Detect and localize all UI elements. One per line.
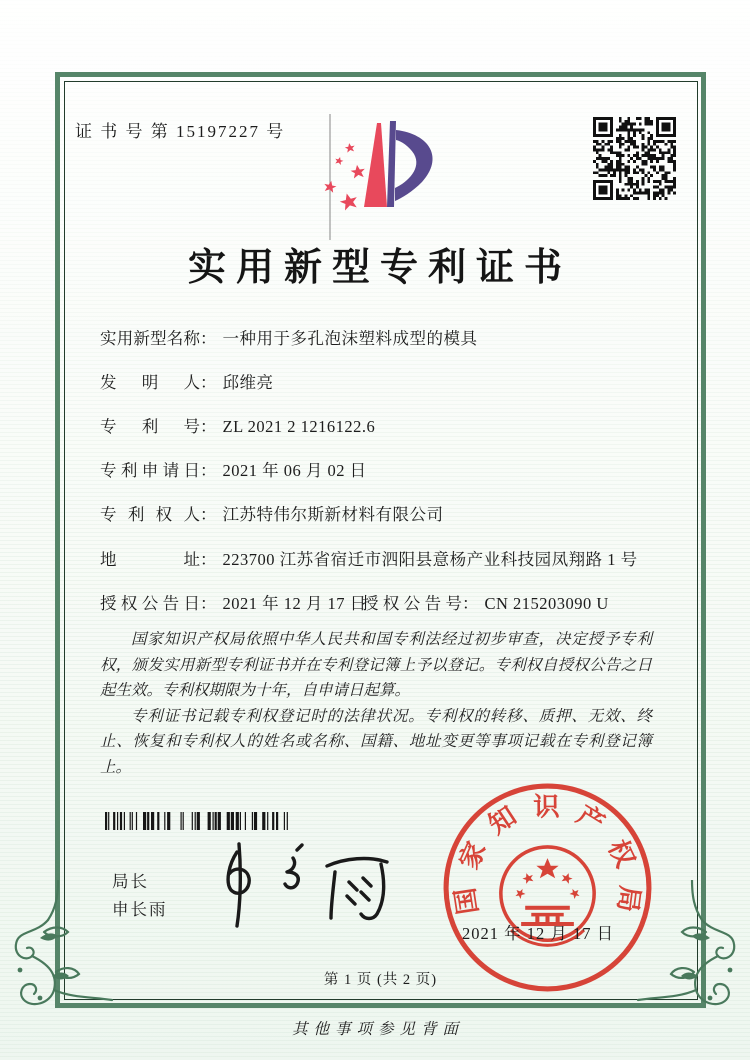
field-row-inventor (100, 369, 274, 393)
field-value: ZL 2021 2 1216122.6 (222, 417, 376, 436)
barcode-icon (105, 812, 290, 830)
field-label: 发明人 (100, 373, 200, 392)
field-row-grant-date (100, 590, 609, 614)
director-title: 局长 (112, 872, 149, 891)
certificate-number: 证 书 号 第 15197227 号 (75, 122, 286, 141)
field-row-name (100, 325, 478, 349)
field-colon: ： (200, 461, 217, 480)
seal-agency-text: 国家知识产权局 (450, 792, 645, 917)
flag-stars-icon (323, 142, 366, 211)
field-row-patent-no (100, 413, 375, 437)
field-value: 2021 年 06 月 02 日 (222, 461, 367, 480)
field-pair-grant-number (362, 590, 609, 614)
field-value: 一种用于多孔泡沫塑料成型的模具 (222, 329, 478, 348)
field-colon: ： (200, 417, 217, 436)
field-row-patentee (100, 501, 444, 525)
page-title: 实用新型专利证书 (187, 247, 572, 289)
legal-text-block (100, 627, 652, 780)
field-colon: ： (200, 594, 217, 613)
qr-code-icon (593, 117, 676, 200)
logo-red-wedge (364, 123, 387, 207)
field-value: 邱维亮 (222, 373, 274, 392)
field-value: 江苏特伟尔斯新材料有限公司 (222, 505, 444, 524)
official-seal-stamp-icon (440, 780, 655, 995)
field-label: 实用新型名称 (100, 329, 200, 348)
page-number: 第 1 页 (共 2 页) (323, 972, 438, 988)
seal-date: 2021 年 12 月 17 日 (462, 924, 615, 943)
field-label: 地址 (100, 550, 200, 569)
field-label: 专利号 (100, 417, 200, 436)
back-note: 其他事项参见背面 (291, 1021, 464, 1038)
field-colon: ： (200, 373, 217, 392)
field-value: 223700 江苏省宿迁市泗阳县意杨产业科技园凤翔路 1 号 (222, 550, 638, 569)
field-colon: ： (200, 329, 217, 348)
cnipa-logo-icon (302, 110, 462, 246)
director-signature-icon (185, 838, 425, 933)
logo-purple-p (387, 121, 433, 207)
field-row-filing-date (100, 457, 367, 481)
field-value: 2021 年 12 月 17 日 (222, 594, 367, 613)
field-value: CN 215203090 U (484, 594, 609, 613)
field-label: 授权公告号 (362, 594, 462, 613)
field-label: 专利权人 (100, 505, 200, 524)
field-colon: ： (200, 550, 217, 569)
field-colon: ： (462, 594, 479, 613)
legal-paragraph: 国家知识产权局依照中华人民共和国专利法经过初步审查，决定授予专利权，颁发实用新型专利证书并在专利登记簿上予以登记。专利权自授权公告之日起生效。专利权期限为十年，自申请日起算。 (100, 631, 652, 699)
field-colon: ： (200, 505, 217, 524)
field-label: 专利申请日 (100, 461, 200, 480)
legal-paragraph: 专利证书记载专利权登记时的法律状况。专利权的转移、质押、无效、终止、恢复和专利权人的姓名或名称、国籍、地址变更等事项记载在专利登记簿上。 (100, 707, 652, 776)
director-name: 申长雨 (112, 900, 168, 919)
field-row-address (100, 546, 638, 570)
field-label: 授权公告日 (100, 594, 200, 613)
